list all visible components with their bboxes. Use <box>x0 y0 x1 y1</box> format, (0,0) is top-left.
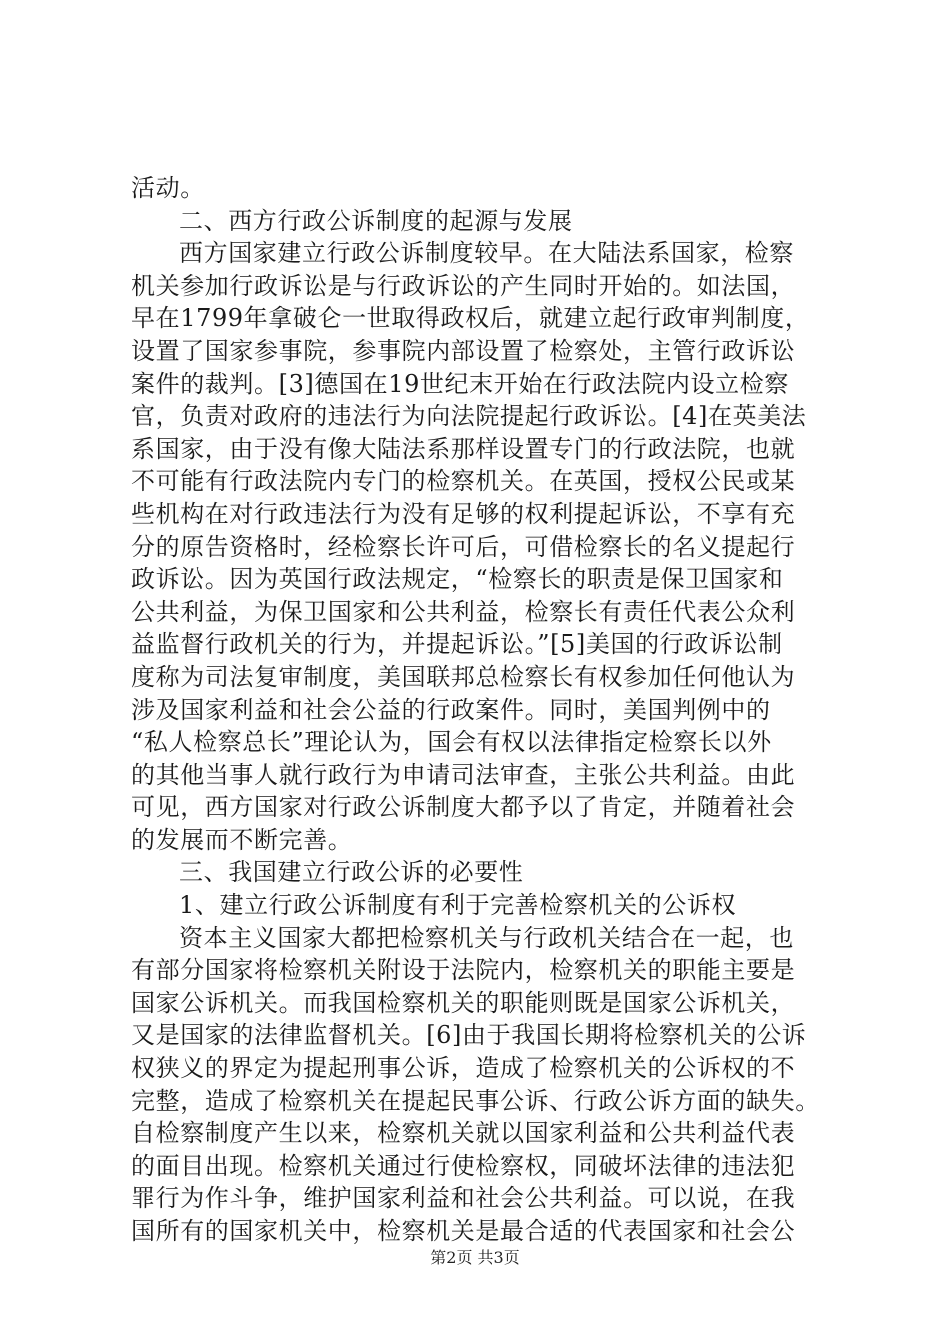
page-footer: 第2页 共3页 <box>430 1248 520 1267</box>
text-line: 三、我国建立行政公诉的必要性 <box>179 858 524 887</box>
text-line: 二、西方行政公诉制度的起源与发展 <box>179 206 573 235</box>
text-line: 度称为司法复审制度，美国联邦总检察长有权参加任何他认为 <box>131 662 796 691</box>
document-body <box>131 172 831 1248</box>
text-line: 权狭义的界定为提起刑事公诉，造成了检察机关的公诉权的不 <box>131 1054 796 1083</box>
text-line: 不可能有行政法院内专门的检察机关。在英国，授权公民或某 <box>131 467 796 496</box>
text-line: 又是国家的法律监督机关。[6]由于我国长期将检察机关的公诉 <box>131 1021 807 1050</box>
text-line: 资本主义国家大都把检察机关与行政机关结合在一起，也 <box>179 923 794 952</box>
text-line: 的其他当事人就行政行为申请司法审查，主张公共利益。由此 <box>131 760 796 789</box>
text-line: 的发展而不断完善。 <box>131 825 353 854</box>
text-line: 系国家，由于没有像大陆法系那样设置专门的行政法院，也就 <box>131 434 796 463</box>
text-line: 政诉讼。因为英国行政法规定，“检察长的职责是保卫国家和 <box>131 565 784 594</box>
text-line: 活动。 <box>131 174 205 202</box>
text-line: 机关参加行政诉讼是与行政诉讼的产生同时开始的。如法国， <box>131 271 796 300</box>
text-line: 自检察制度产生以来，检察机关就以国家利益和公共利益代表 <box>131 1119 796 1148</box>
text-line: 可见，西方国家对行政公诉制度大都予以了肯定，并随着社会 <box>131 793 796 822</box>
text-line: 国所有的国家机关中，检察机关是最合适的代表国家和社会公 <box>131 1217 796 1245</box>
text-line: 的面目出现。检察机关通过行使检察权，同破坏法律的违法犯 <box>131 1151 796 1180</box>
text-line: 有部分国家将检察机关附设于法院内，检察机关的职能主要是 <box>131 956 796 985</box>
text-line: 益监督行政机关的行为，并提起诉讼。”[5]美国的行政诉讼制 <box>131 630 783 659</box>
text-line: 国家公诉机关。而我国检察机关的职能则既是国家公诉机关， <box>131 988 796 1017</box>
text-line: 1、建立行政公诉制度有利于完善检察机关的公诉权 <box>179 891 737 920</box>
text-line: 官，负责对政府的违法行为向法院提起行政诉讼。[4]在英美法 <box>131 402 807 431</box>
text-line: 西方国家建立行政公诉制度较早。在大陆法系国家，检察 <box>179 239 794 268</box>
text-line: 早在1799年拿破仑一世取得政权后，就建立起行政审判制度， <box>131 304 810 333</box>
text-line: 公共利益，为保卫国家和公共利益，检察长有责任代表公众利 <box>131 597 796 626</box>
text-line: 罪行为作斗争，维护国家利益和社会公共利益。可以说，在我 <box>131 1184 796 1213</box>
text-line: 案件的裁判。[3]德国在19世纪末开始在行政法院内设立检察 <box>131 369 789 398</box>
text-line: 完整，造成了检察机关在提起民事公诉、行政公诉方面的缺失。 <box>131 1086 820 1115</box>
text-line: 些机构在对行政违法行为没有足够的权利提起诉讼，不享有充 <box>131 499 796 528</box>
text-line: “私人检察总长”理论认为，国会有权以法律指定检察长以外 <box>131 728 772 757</box>
text-line: 涉及国家利益和社会公益的行政案件。同时，美国判例中的 <box>131 695 771 724</box>
text-line: 分的原告资格时，经检察长许可后，可借检察长的名义提起行 <box>131 532 796 561</box>
text-line: 设置了国家参事院，参事院内部设置了检察处，主管行政诉讼 <box>131 336 796 365</box>
